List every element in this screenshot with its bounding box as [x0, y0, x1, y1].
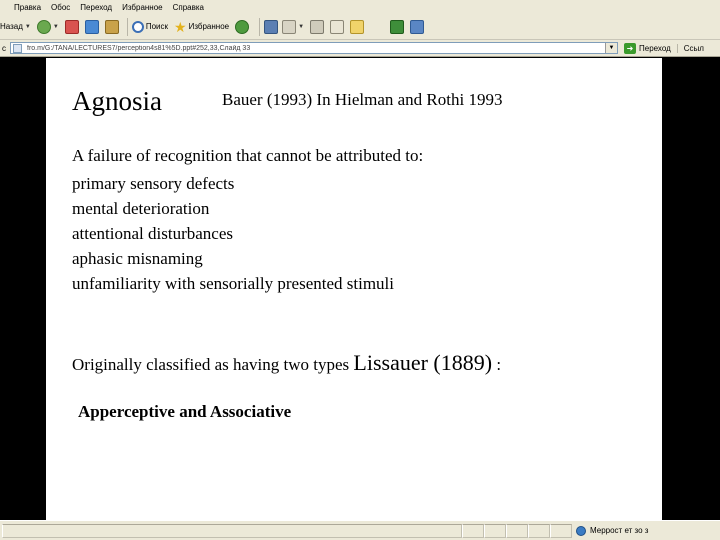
menu-item-view[interactable]: Обос	[51, 2, 71, 12]
note-suffix: :	[492, 355, 502, 374]
search-icon	[132, 21, 144, 33]
toolbar-separator	[127, 18, 128, 36]
address-bar	[0, 40, 720, 57]
media-icon[interactable]	[264, 20, 278, 34]
status-bar	[0, 520, 720, 540]
mail-button[interactable]	[282, 20, 304, 34]
toolbar	[0, 14, 720, 40]
menu-item-favorites[interactable]: Избранное	[122, 2, 163, 12]
page-icon	[13, 44, 22, 53]
zone-label: Меррост ет зо з	[590, 526, 649, 535]
list-item: unfamiliarity with sensorially presented stimuli	[72, 274, 394, 293]
search-label: Поиск	[145, 22, 168, 31]
go-label: Переход	[639, 43, 671, 53]
list-item: primary sensory defects	[72, 174, 235, 193]
links-toolbar[interactable]: Ссыл	[677, 44, 704, 53]
research-icon[interactable]	[410, 20, 424, 34]
edit-icon[interactable]	[330, 20, 344, 34]
address-label: с	[2, 43, 6, 53]
status-panel	[528, 524, 550, 538]
search-button[interactable]	[132, 21, 168, 33]
menu-item-go[interactable]: Переход	[80, 2, 113, 12]
discuss-icon[interactable]	[350, 20, 364, 34]
slide-subtitle: Bauer (1993) In Hielman and Rothi 1993	[222, 90, 503, 109]
classification-note	[72, 350, 501, 376]
agnosia-types: Apperceptive and Associative	[78, 402, 292, 421]
forward-dropdown-icon[interactable]: ▼	[52, 23, 59, 30]
address-value: fro.m/G:/TANA/LECTURES7/perception4s81%5D.ppt#252,33,Слайд 33	[27, 44, 251, 52]
refresh-icon[interactable]	[85, 20, 99, 34]
go-arrow-icon: ➜	[624, 43, 636, 54]
address-dropdown-icon[interactable]: ▼	[605, 43, 617, 53]
note-reference: Lissauer (1889)	[353, 350, 493, 375]
go-button[interactable]	[624, 43, 671, 54]
mail-dropdown-icon[interactable]: ▼	[298, 23, 305, 30]
status-panel	[484, 524, 506, 538]
list-item: mental deterioration	[72, 199, 210, 218]
note-prefix: Originally classified as having two types	[72, 355, 354, 374]
forward-arrow-icon	[37, 20, 51, 34]
stop-icon[interactable]	[65, 20, 79, 34]
toolbar-separator-2	[259, 18, 260, 36]
status-text-panel	[2, 524, 462, 538]
address-input[interactable]	[10, 42, 618, 54]
status-panel	[550, 524, 572, 538]
home-icon[interactable]	[105, 20, 119, 34]
status-panel	[506, 524, 528, 538]
back-label: Назад	[0, 22, 23, 31]
star-icon: ★	[174, 18, 187, 35]
messenger-icon[interactable]	[390, 20, 404, 34]
menu-item-help[interactable]: Справка	[172, 2, 205, 12]
slide-title: Agnosia	[72, 86, 162, 116]
back-dropdown-icon[interactable]: ▼	[24, 23, 31, 30]
mail-icon	[282, 20, 296, 34]
back-button[interactable]	[0, 22, 31, 31]
status-panel	[462, 524, 484, 538]
zone-globe-icon	[576, 526, 586, 536]
menu-item-edit[interactable]: Правка	[14, 2, 42, 12]
favorites-button[interactable]	[174, 20, 229, 34]
favorites-label: Избранное	[188, 22, 230, 31]
slide-lead: A failure of recognition that cannot be attributed to:	[72, 146, 424, 165]
list-item: aphasic misnaming	[72, 249, 203, 268]
list-item: attentional disturbances	[72, 224, 233, 243]
criteria-list	[72, 171, 394, 296]
menu-bar	[0, 0, 720, 14]
forward-button[interactable]	[37, 20, 59, 34]
history-icon[interactable]	[235, 20, 249, 34]
security-zone[interactable]	[576, 526, 648, 536]
print-icon[interactable]	[310, 20, 324, 34]
slide	[46, 58, 662, 520]
